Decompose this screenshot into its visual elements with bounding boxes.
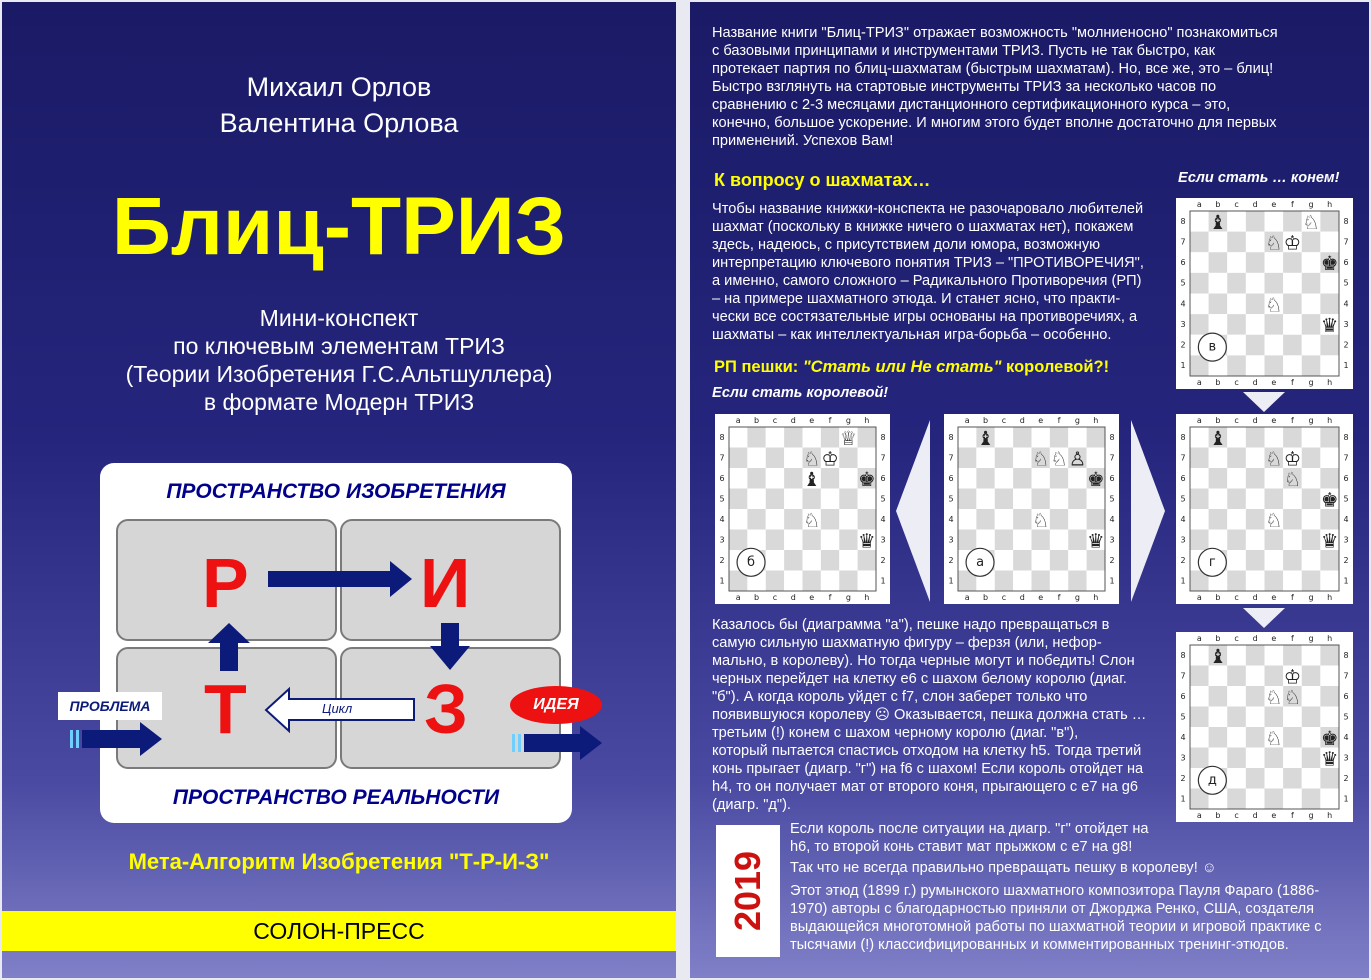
file-label: b <box>754 416 760 425</box>
rank-label: 3 <box>948 535 954 545</box>
analysis-line: черных перейдет на клетку e6 с шахом белому королю (диаг. <box>712 671 1127 687</box>
chess-piece: ♔ <box>1283 447 1302 471</box>
diagram-id-label: б <box>747 554 756 570</box>
meta-algorithm-title: Мета-Алгоритм Изобретения "Т-Р-И-З" <box>128 849 550 874</box>
chess-piece: ♔ <box>821 447 839 471</box>
cycle-label: Цикл <box>322 701 353 716</box>
rank-label: 4 <box>1180 299 1186 309</box>
rank-label: 6 <box>1343 258 1349 268</box>
file-label: d <box>1252 634 1258 643</box>
file-label: e <box>1271 593 1277 602</box>
rank-label: 8 <box>1343 650 1349 660</box>
rank-label: 7 <box>1180 237 1186 247</box>
rank-label: 1 <box>1180 794 1186 804</box>
rank-label: 3 <box>1180 319 1186 329</box>
rank-label: 5 <box>1180 278 1186 288</box>
letter-r: Р <box>202 544 249 622</box>
down-arrow-g-d <box>1243 608 1285 628</box>
rank-label: 3 <box>880 535 886 545</box>
file-label: f <box>1291 811 1294 820</box>
chess-line: – на примере шахматного этюда. И станет ясно, что практи- <box>712 291 1121 307</box>
file-label: a <box>1196 378 1202 387</box>
rank-label: 3 <box>1343 753 1349 763</box>
rank-label: 8 <box>1180 650 1186 660</box>
rank-label: 7 <box>1109 453 1115 463</box>
chess-piece: ♛ <box>1320 313 1339 337</box>
rank-label: 2 <box>1343 773 1349 783</box>
file-label: f <box>1057 593 1061 602</box>
credit-paragraph <box>790 882 1352 954</box>
file-label: a <box>964 593 970 602</box>
file-label: d <box>1019 416 1025 425</box>
analysis-line: конь прыгает (диагр. "г") на f6 с шахом! Если король отойдет на <box>712 761 1144 777</box>
diagram-arrows <box>100 463 572 823</box>
file-label: a <box>1196 416 1202 425</box>
chess-piece: ♔ <box>1283 665 1302 689</box>
intro-line: с базовыми принципами и инструментами ТРИЗ. Пусть не так быстро, как <box>712 43 1216 59</box>
file-label: e <box>809 416 815 425</box>
publisher-name: СОЛОН-ПРЕСС <box>253 918 425 944</box>
caption-queen: Если стать королевой! <box>712 385 889 401</box>
chess-line: здесь, надеюсь, с присутствием доли юмора, возможную <box>712 237 1101 253</box>
rank-label: 3 <box>1109 535 1115 545</box>
file-label: a <box>735 416 741 425</box>
subtitle-line-3: (Теории Изобретения Г.С.Альтшуллера) <box>125 361 553 387</box>
file-label: h <box>1093 593 1099 602</box>
file-label: b <box>983 593 989 602</box>
problem-arrow <box>68 722 168 758</box>
credit-line: выдающейся многотомной работы по шахматной теории и игровой практике с <box>790 919 1322 935</box>
chess-piece: ♘ <box>1283 685 1302 709</box>
rank-label: 5 <box>1180 712 1186 722</box>
triz-diagram <box>100 463 572 823</box>
chess-piece: ♘ <box>1265 231 1283 255</box>
rank-label: 3 <box>1180 753 1186 763</box>
rank-label: 8 <box>719 432 725 442</box>
analysis-line: (диагр. "д"). <box>712 797 791 813</box>
chess-piece: ♘ <box>1265 508 1283 532</box>
rank-label: 2 <box>719 555 725 565</box>
rank-label: 5 <box>1343 712 1349 722</box>
rank-label: 8 <box>1343 216 1349 226</box>
problem-label: ПРОБЛЕМА <box>58 692 162 720</box>
file-label: e <box>1271 416 1277 425</box>
file-label: e <box>1271 811 1277 820</box>
book-title: Блиц-ТРИЗ <box>111 181 567 272</box>
rank-label: 6 <box>1343 473 1349 483</box>
file-label: f <box>828 593 832 602</box>
author-1: Михаил Орлов <box>246 72 432 102</box>
chess-piece: ♚ <box>858 467 876 491</box>
chess-piece: ♘ <box>1265 685 1283 709</box>
intro-line: конечно, большое ускорение. И многим этого будет вполне достаточно для первых <box>712 115 1277 131</box>
front-cover <box>2 2 676 978</box>
rank-label: 5 <box>948 494 954 504</box>
file-label: c <box>1234 593 1239 602</box>
invention-space-label: ПРОСТРАНСТВО ИЗОБРЕТЕНИЯ <box>166 480 506 503</box>
chess-piece: ♙ <box>1068 447 1087 471</box>
rank-label: 1 <box>719 576 725 586</box>
file-label: a <box>1196 593 1202 602</box>
file-label: g <box>1074 593 1080 602</box>
rp-heading-quote: "Стать или Не стать" <box>802 358 1002 376</box>
rank-label: 8 <box>1343 432 1349 442</box>
analysis-line: самую сильную шахматную фигуру – ферзя (или, нефор- <box>712 635 1102 651</box>
subtitle-line-2: по ключевым элементам ТРИЗ <box>173 333 505 359</box>
chess-piece: ♘ <box>1302 210 1320 234</box>
chess-piece: ♝ <box>1209 426 1227 450</box>
analysis-paragraph <box>712 616 1162 814</box>
file-label: f <box>1291 593 1294 602</box>
credit-line: 1970) авторы с благодарностью приняли от Джорджа Ренко, США, создателя <box>790 901 1315 917</box>
file-label: b <box>1215 811 1221 820</box>
rank-label: 8 <box>948 432 954 442</box>
file-label: e <box>1271 634 1277 643</box>
rank-label: 6 <box>1180 258 1186 268</box>
file-label: h <box>1327 200 1333 209</box>
chess-heading: К вопросу о шахматах… <box>714 170 931 190</box>
final-paragraph <box>790 820 1260 877</box>
credit-line: тысячами (!) классифицированных и комментированных тренинг-этюдов. <box>790 937 1289 953</box>
file-label: a <box>1196 200 1202 209</box>
file-label: e <box>1038 593 1044 602</box>
file-label: b <box>1215 378 1221 387</box>
chess-line: чески все состязательные игры основаны на противоречиях, а <box>712 309 1138 325</box>
chess-piece: ♚ <box>1320 726 1339 750</box>
i-to-z-arrow <box>430 623 470 670</box>
file-label: b <box>1215 416 1221 425</box>
back-cover <box>690 2 1369 978</box>
analysis-line: h4, то он получает мат от второго коня, прыгающего с e7 на g6 <box>712 779 1138 795</box>
file-label: d <box>1252 416 1258 425</box>
rank-label: 1 <box>948 576 954 586</box>
file-label: b <box>754 593 760 602</box>
subtitle-line-1: Мини-конспект <box>259 305 419 331</box>
file-label: f <box>1291 378 1294 387</box>
idea-badge: ИДЕЯ <box>510 686 602 724</box>
chess-piece: ♚ <box>1320 252 1339 276</box>
rp-heading-prefix: РП пешки: <box>714 358 803 376</box>
chess-piece: ♕ <box>839 426 858 450</box>
file-label: d <box>1252 378 1258 387</box>
file-label: h <box>1327 378 1333 387</box>
file-label: c <box>1234 200 1239 209</box>
final-line: Если король после ситуации на диагр. "г" отойдет на <box>790 821 1149 837</box>
rank-label: 7 <box>1343 671 1349 681</box>
rank-label: 8 <box>1109 432 1115 442</box>
file-label: g <box>1308 378 1314 387</box>
rank-label: 5 <box>719 494 725 504</box>
file-label: b <box>1215 634 1221 643</box>
file-label: e <box>1271 200 1277 209</box>
rank-label: 1 <box>1343 576 1349 586</box>
file-label: a <box>964 416 970 425</box>
file-label: g <box>1308 593 1314 602</box>
caption-knight: Если стать … конем! <box>1178 170 1340 186</box>
rank-label: 5 <box>1180 494 1186 504</box>
file-label: a <box>1196 811 1202 820</box>
reality-space-label: ПРОСТРАНСТВО РЕАЛЬНОСТИ <box>172 786 500 809</box>
chess-piece: ♝ <box>976 426 995 450</box>
rank-label: 8 <box>880 432 886 442</box>
left-arrow-a-b <box>896 420 930 602</box>
file-label: c <box>1001 593 1007 602</box>
rank-label: 7 <box>948 453 954 463</box>
rank-label: 1 <box>1180 361 1186 371</box>
rank-label: 3 <box>1343 535 1349 545</box>
file-label: f <box>1291 200 1294 209</box>
rank-label: 7 <box>880 453 886 463</box>
chess-piece: ♘ <box>1265 293 1283 317</box>
rank-label: 8 <box>1180 432 1186 442</box>
rank-label: 4 <box>1343 732 1349 742</box>
right-arrow-a-g <box>1131 420 1165 602</box>
chess-line: интерпретацию ключевого понятия ТРИЗ – "ПРОТИВОРЕЧИЯ", <box>712 255 1144 271</box>
rank-label: 6 <box>719 473 725 483</box>
chess-piece: ♛ <box>1320 747 1339 771</box>
rank-label: 4 <box>880 514 886 524</box>
rank-label: 6 <box>1343 691 1349 701</box>
file-label: a <box>735 593 741 602</box>
file-label: g <box>845 416 851 425</box>
rank-label: 6 <box>1180 473 1186 483</box>
rank-label: 1 <box>880 576 886 586</box>
file-label: h <box>864 416 870 425</box>
rank-label: 2 <box>1180 555 1186 565</box>
file-label: b <box>1215 593 1221 602</box>
chess-piece: ♘ <box>1265 726 1283 750</box>
rank-label: 6 <box>1109 473 1115 483</box>
file-label: e <box>1038 416 1044 425</box>
file-label: g <box>1308 811 1314 820</box>
chess-piece: ♔ <box>1283 231 1302 255</box>
file-label: d <box>790 416 796 425</box>
rank-label: 1 <box>1343 361 1349 371</box>
chess-piece: ♚ <box>1087 467 1105 491</box>
file-label: b <box>983 416 989 425</box>
idea-arrow <box>508 726 608 762</box>
rank-label: 2 <box>1180 340 1186 350</box>
rank-label: 7 <box>1343 453 1349 463</box>
file-label: h <box>1327 811 1333 820</box>
file-label: c <box>1001 416 1007 425</box>
chess-piece: ♘ <box>802 508 821 532</box>
chess-piece: ♝ <box>802 467 821 491</box>
rank-label: 1 <box>1180 576 1186 586</box>
rank-label: 6 <box>880 473 886 483</box>
rank-label: 7 <box>1343 237 1349 247</box>
rank-label: 5 <box>1343 278 1349 288</box>
rank-label: 2 <box>1180 773 1186 783</box>
file-label: f <box>1057 416 1061 425</box>
rank-label: 3 <box>719 535 725 545</box>
letter-z: З <box>424 670 468 748</box>
rank-label: 7 <box>1180 671 1186 681</box>
file-label: c <box>1234 634 1239 643</box>
letter-i: И <box>420 544 471 622</box>
rank-label: 2 <box>1343 555 1349 565</box>
chess-piece: ♘ <box>1031 447 1050 471</box>
chess-piece: ♘ <box>1050 447 1068 471</box>
rank-label: 3 <box>1343 319 1349 329</box>
chess-line: шахматы – как интеллектуальная игра-борьба – особенно. <box>712 327 1112 343</box>
chess-piece: ♘ <box>1265 447 1283 471</box>
file-label: a <box>1196 634 1202 643</box>
file-label: g <box>1308 200 1314 209</box>
file-label: b <box>1215 200 1221 209</box>
file-label: c <box>1234 416 1239 425</box>
chess-piece: ♛ <box>1320 529 1339 553</box>
chess-piece: ♛ <box>1087 529 1105 553</box>
chess-line: шахмат (поскольку в книжке ничего о шахматах нет), покажем <box>712 219 1134 235</box>
author-2: Валентина Орлова <box>219 108 459 138</box>
file-label: e <box>1271 378 1277 387</box>
intro-line: Быстро взглянуть на стартовые инструменты ТРИЗ за несколько часов по <box>712 79 1217 95</box>
rank-label: 2 <box>1109 555 1115 565</box>
final-line: Так что не всегда правильно превращать пешку в королеву! ☺ <box>790 860 1217 876</box>
file-label: f <box>1291 416 1294 425</box>
rank-label: 4 <box>719 514 725 524</box>
file-label: d <box>1252 593 1258 602</box>
file-label: c <box>1234 811 1239 820</box>
rank-label: 4 <box>1180 732 1186 742</box>
analysis-line: который пытается спастись отходом на клетку h5. Тогда третий <box>712 743 1142 759</box>
final-line: h6, то второй конь ставит мат прыжком с e7 на g8! <box>790 839 1133 855</box>
file-label: h <box>1327 416 1333 425</box>
rank-label: 7 <box>1180 453 1186 463</box>
diagram-id-label: г <box>1208 554 1216 570</box>
rp-heading-suffix: королевой?! <box>1001 358 1110 376</box>
diagram-id-label: д <box>1207 772 1217 788</box>
chess-line: Чтобы название книжки-конспекта не разочаровало любителей <box>712 201 1144 217</box>
diagram-id-label: в <box>1208 339 1217 355</box>
year-label <box>716 825 780 957</box>
rank-label: 1 <box>1343 794 1349 804</box>
rank-label: 6 <box>1180 691 1186 701</box>
rank-label: 8 <box>1180 216 1186 226</box>
chess-piece: ♝ <box>1209 644 1227 668</box>
chess-piece: ♝ <box>1209 210 1227 234</box>
file-label: g <box>1308 634 1314 643</box>
file-label: f <box>1291 634 1294 643</box>
analysis-line: Казалось бы (диаграмма "а"), пешке надо превращаться в <box>712 617 1110 633</box>
rank-label: 2 <box>1343 340 1349 350</box>
chess-piece: ♘ <box>1031 508 1050 532</box>
chess-piece: ♛ <box>858 529 876 553</box>
intro-line: применений. Успехов Вам! <box>712 133 894 149</box>
rank-label: 7 <box>719 453 725 463</box>
rank-label: 5 <box>1343 494 1349 504</box>
rank-label: 4 <box>948 514 954 524</box>
file-label: h <box>1093 416 1099 425</box>
down-arrow-v-g <box>1243 392 1285 412</box>
rank-label: 4 <box>1109 514 1115 524</box>
t-to-r-arrow <box>208 623 250 671</box>
file-label: d <box>1252 811 1258 820</box>
file-label: d <box>1252 200 1258 209</box>
rank-label: 4 <box>1343 299 1349 309</box>
year-text: 2019 <box>727 850 768 932</box>
rank-label: 4 <box>1343 514 1349 524</box>
rank-label: 1 <box>1109 576 1115 586</box>
analysis-line: "б"). А когда король уйдет с f7, слон заберет только что <box>712 689 1088 705</box>
file-label: h <box>1327 634 1333 643</box>
diagram-id-label: а <box>976 554 985 570</box>
rank-label: 2 <box>948 555 954 565</box>
rank-label: 5 <box>1109 494 1115 504</box>
file-label: c <box>772 593 778 602</box>
rank-label: 5 <box>880 494 886 504</box>
rank-label: 6 <box>948 473 954 483</box>
chess-piece: ♚ <box>1320 488 1339 512</box>
intro-line: протекает партия по блиц-шахматам (быстрым шахматам). Но, все же, это – блиц! <box>712 61 1274 77</box>
file-label: f <box>828 416 832 425</box>
file-label: e <box>809 593 815 602</box>
analysis-line: мально, в королеву). Но тогда черные могут и победить! Слон <box>712 653 1135 669</box>
intro-line: сравнению с 2-3 месяцами дистанционного сертификационного курса – это, <box>712 97 1231 113</box>
analysis-line: появившуюся королеву ☹ Оказывается, пешка должна стать … <box>712 707 1147 723</box>
file-label: c <box>1234 378 1239 387</box>
file-label: g <box>1308 416 1314 425</box>
file-label: h <box>1327 593 1333 602</box>
analysis-line: третьим (!) конем с шахом черному королю (диаг. "в"), <box>712 725 1079 741</box>
chess-piece: ♘ <box>802 447 821 471</box>
chess-piece: ♘ <box>1283 467 1302 491</box>
file-label: h <box>864 593 870 602</box>
file-label: d <box>1019 593 1025 602</box>
file-label: g <box>845 593 851 602</box>
r-to-i-arrow <box>268 561 412 597</box>
chess-line: а именно, самого сложного – Радикального Противоречия (РП) <box>712 273 1142 289</box>
file-label: d <box>790 593 796 602</box>
file-label: c <box>772 416 778 425</box>
intro-line: Название книги "Блиц-ТРИЗ" отражает возможность "молниеносно" познакомиться <box>712 25 1278 41</box>
letter-t: Т <box>204 670 247 748</box>
file-label: g <box>1074 416 1080 425</box>
rank-label: 4 <box>1180 514 1186 524</box>
rank-label: 2 <box>880 555 886 565</box>
subtitle-line-4: в формате Модерн ТРИЗ <box>203 389 475 415</box>
rank-label: 3 <box>1180 535 1186 545</box>
credit-line: Этот этюд (1899 г.) румынского шахматного композитора Пауля Фараго (1886- <box>790 883 1320 899</box>
